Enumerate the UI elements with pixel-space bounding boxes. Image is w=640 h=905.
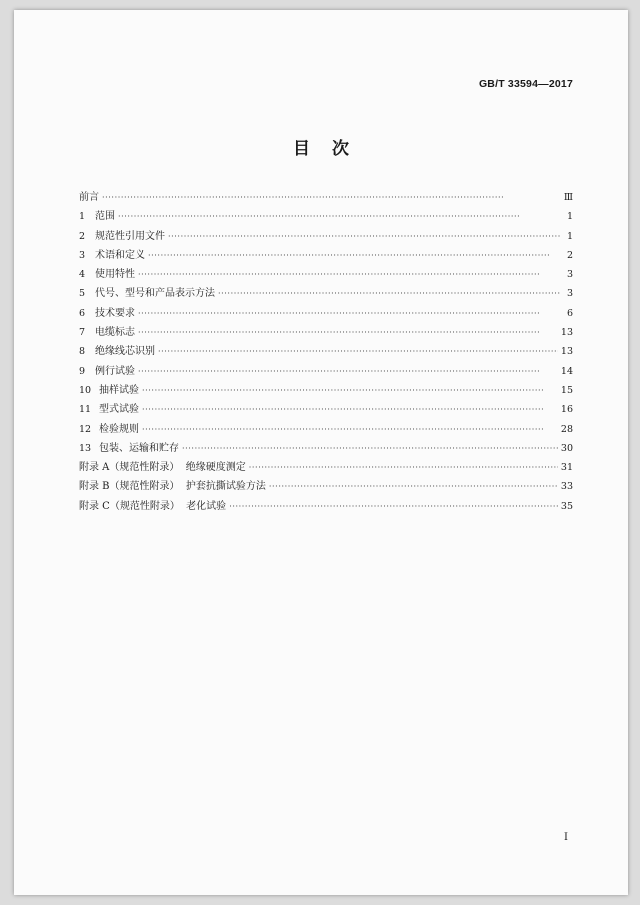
toc-entry-page: Ⅲ — [563, 192, 573, 203]
toc-entry-page: 13 — [560, 327, 573, 339]
toc-entry-page: 33 — [560, 481, 573, 493]
toc-entry-label: 型式试验 — [99, 404, 139, 416]
toc-entry-number: 4 — [79, 269, 86, 281]
toc-entry-number: 8 — [79, 346, 86, 358]
toc-leader-dots — [102, 188, 560, 207]
toc-entry-label: 包装、运输和贮存 — [99, 442, 179, 454]
toc-entry-label: 抽样试验 — [99, 384, 139, 396]
toc-entry-page: 35 — [560, 500, 573, 512]
toc-entry-page: 13 — [560, 346, 573, 358]
toc-entry[interactable] — [79, 439, 573, 458]
toc-entry-number: 6 — [79, 307, 86, 319]
toc-entry-page: 3 — [566, 269, 573, 281]
toc-leader-dots — [138, 304, 560, 323]
toc-leader-dots — [158, 342, 558, 361]
toc-entry-number: 11 — [79, 404, 92, 416]
toc-entry-page: 6 — [566, 307, 573, 319]
standard-code: GB/T 33594—2017 — [478, 78, 573, 90]
toc-leader-dots — [138, 362, 558, 381]
toc-leader-dots — [269, 477, 558, 496]
toc-entry[interactable] — [79, 400, 573, 419]
toc-entry[interactable] — [79, 497, 573, 516]
toc-entry-label: 附录 A（规范性附录） 绝缘硬度测定 — [79, 462, 246, 474]
toc-leader-dots — [138, 323, 558, 342]
toc-entry-page: 15 — [560, 384, 573, 396]
toc-entry[interactable] — [79, 362, 573, 381]
toc-entry-number: 12 — [79, 423, 92, 435]
toc-leader-dots — [138, 265, 560, 284]
toc-entry-label: 规范性引用文件 — [95, 230, 165, 242]
toc-leader-dots — [142, 420, 558, 439]
toc-entry-page: 1 — [566, 211, 573, 223]
toc-entry[interactable] — [79, 420, 573, 439]
toc-entry-number: 10 — [79, 384, 92, 396]
toc-entry-page: 1 — [566, 230, 573, 242]
toc-entry-label: 附录 C（规范性附录） 老化试验 — [79, 500, 227, 512]
toc-entry[interactable] — [79, 246, 573, 265]
toc-entry-label: 绝缘线芯识别 — [95, 346, 155, 358]
toc-entry[interactable] — [79, 265, 573, 284]
toc-entry[interactable] — [79, 284, 573, 303]
toc-entry-number: 7 — [79, 327, 86, 339]
toc-entry-page: 16 — [560, 404, 573, 416]
toc-leader-dots — [182, 439, 558, 458]
toc-entry-label: 电缆标志 — [95, 327, 135, 339]
toc-entry[interactable] — [79, 188, 573, 207]
toc-entry[interactable] — [79, 304, 573, 323]
toc-leader-dots — [249, 458, 558, 477]
toc-leader-dots — [142, 400, 558, 419]
toc-entry-number: 1 — [79, 211, 86, 223]
toc-entry-page: 28 — [560, 423, 573, 435]
page-number: I — [564, 832, 568, 843]
toc-leader-dots — [218, 284, 560, 303]
toc-entry-number: 2 — [79, 230, 86, 242]
toc-entry-label: 术语和定义 — [95, 249, 145, 261]
toc-entry-page: 3 — [566, 288, 573, 300]
toc-entry[interactable] — [79, 207, 573, 226]
toc-entry-label: 检验规则 — [99, 423, 139, 435]
toc-entry-page: 2 — [566, 249, 573, 261]
toc-entry-label: 前言 — [79, 192, 99, 203]
toc-leader-dots — [148, 246, 560, 265]
toc-entry-number: 3 — [79, 249, 86, 261]
toc-entry[interactable] — [79, 458, 573, 477]
toc-entry[interactable] — [79, 323, 573, 342]
toc-title: 目次 — [293, 139, 371, 159]
toc-entry-label: 代号、型号和产品表示方法 — [95, 288, 215, 300]
toc-leader-dots — [118, 207, 560, 226]
toc-entry-label: 附录 B（规范性附录） 护套抗撕试验方法 — [79, 481, 266, 493]
toc-entry[interactable] — [79, 477, 573, 496]
toc-entry-page: 14 — [560, 365, 573, 377]
document-page — [14, 10, 628, 895]
toc-leader-dots — [142, 381, 558, 400]
toc-leader-dots — [168, 227, 560, 246]
toc-entry-label: 范围 — [95, 211, 115, 223]
toc-entry[interactable] — [79, 381, 573, 400]
toc-entry-number: 5 — [79, 288, 86, 300]
toc-entry[interactable] — [79, 342, 573, 361]
toc-entry-label: 技术要求 — [95, 307, 135, 319]
table-of-contents — [79, 188, 573, 516]
toc-entry[interactable] — [79, 227, 573, 246]
toc-entry-label: 例行试验 — [95, 365, 135, 377]
toc-entry-number: 9 — [79, 365, 86, 377]
toc-entry-page: 30 — [560, 442, 573, 454]
toc-leader-dots — [229, 497, 558, 516]
toc-entry-page: 31 — [560, 462, 573, 474]
toc-entry-label: 使用特性 — [95, 269, 135, 281]
toc-entry-number: 13 — [79, 442, 92, 454]
